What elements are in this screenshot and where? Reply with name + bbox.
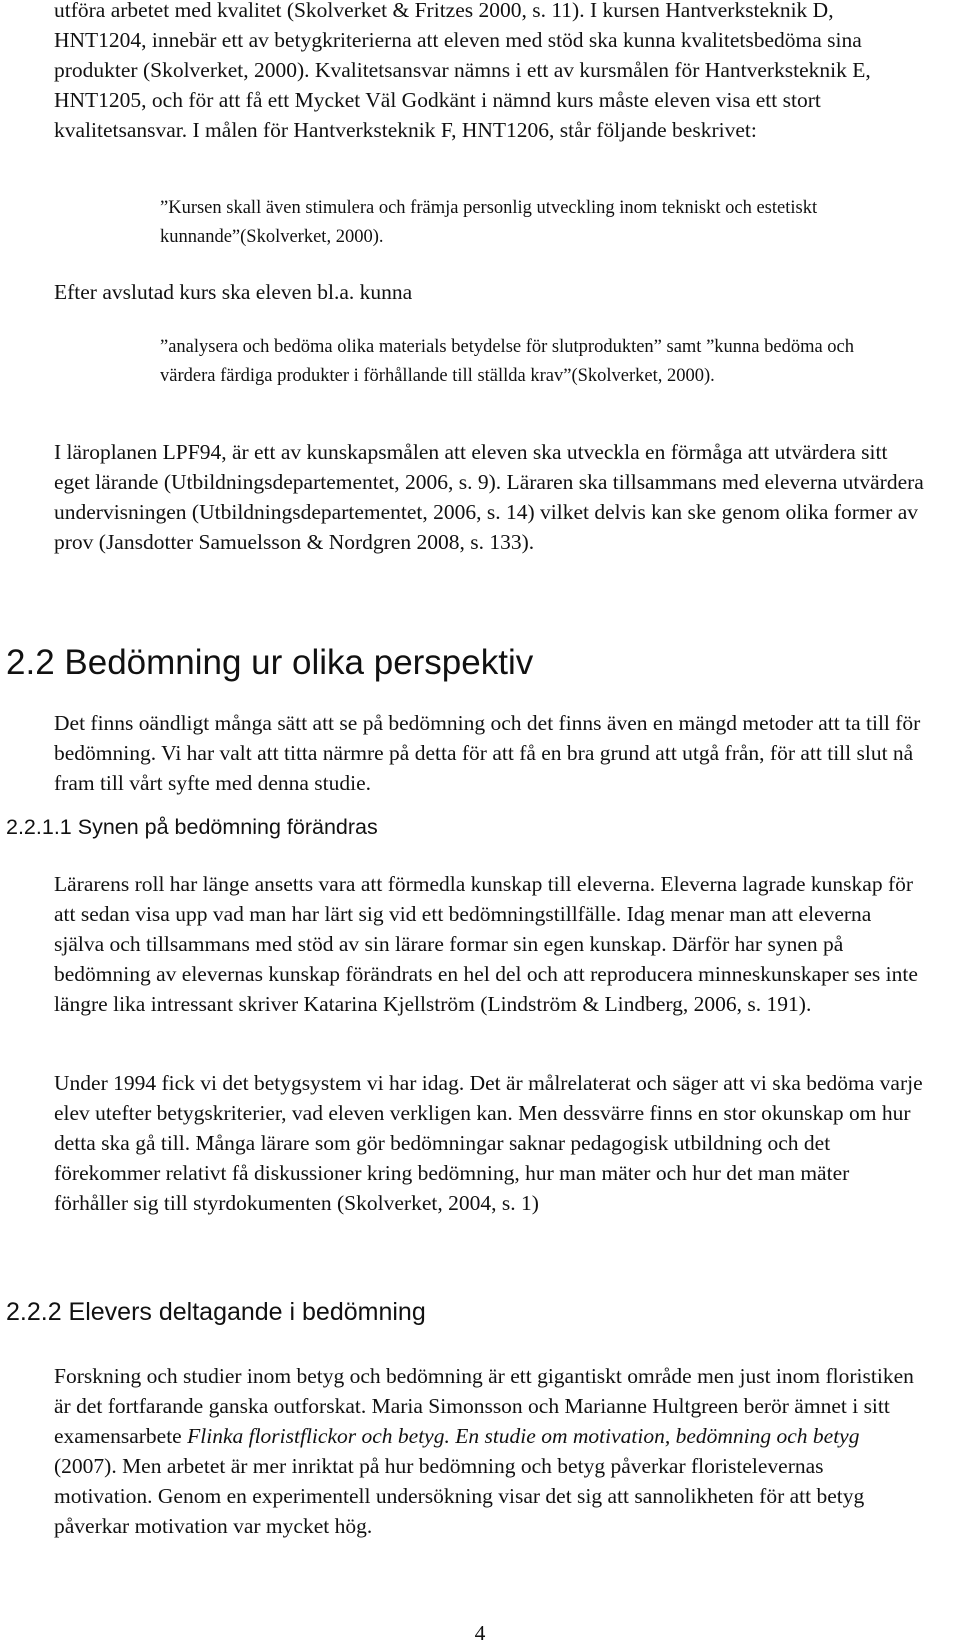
paragraph-assessment-methods: Det finns oändligt många sätt att se på bedömning och det finns även en mängd metoder att ta till för bedömning. Vi har valt att titta närmre på detta för att få en bra grund att utgå från, för att till slut nå fram till vårt syfte med denna studie.	[54, 711, 921, 795]
paragraph-text-part: (2007). Men arbetet är mer inriktat på hur bedömning och betyg påverkar floristelevernas motivation. Genom en experimentell undersökning visar det sig att sannolikheten för att betyg påverkar motivation var mycket hög.	[54, 1454, 865, 1538]
thesis-title: Flinka floristflickor och betyg. En studie om motivation, bedömning och betyg	[187, 1424, 860, 1448]
quote-analyse-materials: ”analysera och bedöma olika materials betydelse för slutprodukten” samt ”kunna bedöma och värdera färdiga produkter i förhållande till ställda krav”(Skolverket, 2000).	[160, 337, 855, 386]
heading-2-2-1-1: 2.2.1.1 Synen på bedömning förändras	[6, 815, 378, 839]
heading-2-2-2: 2.2.2 Elevers deltagande i bedömning	[6, 1298, 426, 1326]
paragraph-teacher-role: Lärarens roll har länge ansetts vara att förmedla kunskap till eleverna. Eleverna lagrade kunskap för att sedan visa upp vad man har lärt sig vid ett bedömningstillfälle. Idag menar man att eleverna själva och tillsammans med stöd av sin lärare formar sin egen kunskap. Därför har synen på bedömning av elevernas kunskap förändrats en hel del och att reproducera minneskunskaper ses inte längre lika intressant skriver Katarina Kjellström (Lindström & Lindberg, 2006, s. 191).	[54, 872, 918, 1016]
paragraph-text-part: Forskning och studier inom betyg och bedömning är ett gigantiskt område men just inom floristiken är det fortfarande ganska outforskat. Maria Simonsson och Marianne Hultgreen berör ämnet i sitt examensarbete	[54, 1364, 914, 1448]
paragraph-lpf94: I läroplanen LPF94, är ett av kunskapsmålen att eleven ska utveckla en förmåga att utvärdera sitt eget lärande (Utbildningsdepartementet, 2006, s. 9). Läraren ska tillsammans med eleverna utvärdera undervisningen (Utbildningsdepartementet, 2006, s. 14) vilket delvis kan ske genom olika former av prov (Jansdotter Samuelsson & Nordgren 2008, s. 133).	[54, 440, 924, 554]
paragraph-floristry-research	[54, 1361, 924, 1541]
paragraph-course-quality: utföra arbetet med kvalitet (Skolverket & Fritzes 2000, s. 11). I kursen Hantverksteknik D, HNT1204, innebär ett av betygkriterierna att eleven med stöd ska kunna kvalitetsbedöma sina produkter (Skolverket, 2000). Kvalitetsansvar nämns i ett av kursmålen för Hantverksteknik E, HNT1205, och för att få ett Mycket Väl Godkänt i nämnd kurs måste eleven visa ett stort kvalitetsansvar. I målen för Hantverksteknik F, HNT1206, står följande beskrivet:	[54, 0, 871, 142]
quote-course-goal: ”Kursen skall även stimulera och främja personlig utveckling inom tekniskt och estetiskt kunnande”(Skolverket, 2000).	[160, 198, 818, 247]
heading-2-2: 2.2 Bedömning ur olika perspektiv	[6, 643, 534, 682]
paragraph-grading-system: Under 1994 fick vi det betygsystem vi har idag. Det är målrelaterat och säger att vi ska bedöma varje elev utefter betygskriterier, vad eleven verkligen kan. Men dessvärre finns en stor okunskap om hur detta ska gå till. Många lärare som gör bedömningar saknar pedagogisk utbildning och det förekommer relativt få diskussioner kring bedömning, hur man mäter och hur det man mäter förhåller sig till styrdokumenten (Skolverket, 2004, s. 1)	[54, 1071, 923, 1215]
page-number: 4	[474, 1621, 486, 1645]
paragraph-after-course: Efter avslutad kurs ska eleven bl.a. kunna	[54, 280, 413, 304]
